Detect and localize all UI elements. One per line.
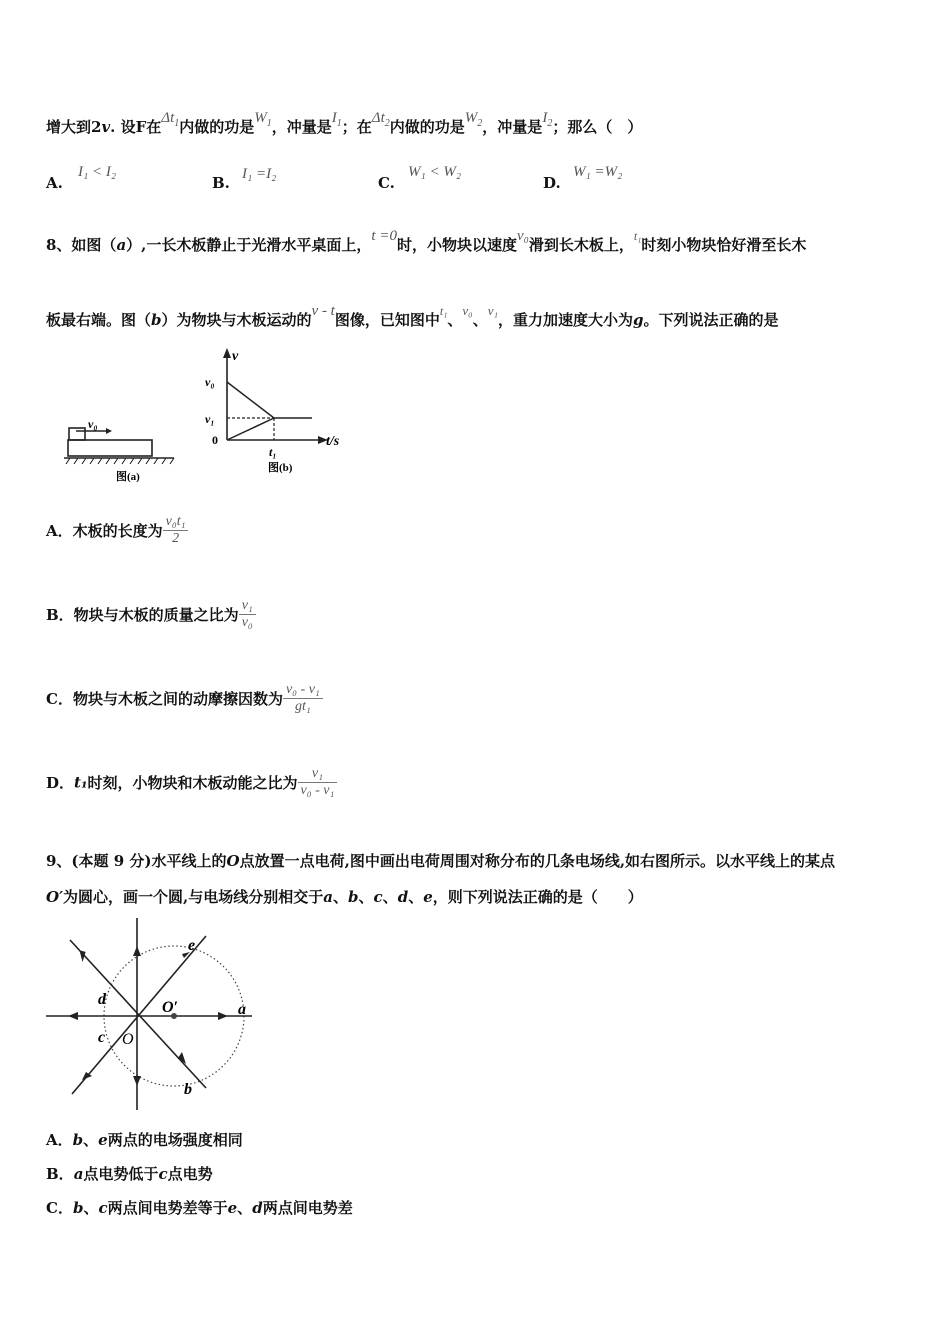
q7-math-i2: $I_2$ xyxy=(542,110,553,129)
q7-option-a: A. xyxy=(46,174,63,192)
q7-math-dt1: $\Delta t_1$ xyxy=(161,110,180,129)
t1-tick-label: t₁ xyxy=(269,445,277,459)
v0-tick-label: v₀ xyxy=(205,375,215,389)
q8-option-b: B．物块与木板的质量之比为 $\frac{\text{v₁}}{\text{v₀}}$ xyxy=(46,598,256,631)
q7-option-c: C. xyxy=(378,174,395,192)
q7-text: ，冲量是 xyxy=(271,118,332,136)
q8-math-v0: v₀ xyxy=(462,303,473,318)
q8-option-d-fraction: $\frac{\text{v₁}}{\text{v₀ - v₁}}$ xyxy=(298,766,338,799)
q7-math-w1: $W_1$ xyxy=(254,110,272,129)
q7-text: ；那么（ ） xyxy=(552,118,643,136)
q9-stem-line1: 9、(本题 9 分)水平线上的O点放置一点电荷,图中画出电荷周围对称分布的几条电场线,如右图所示。以水平线上的某点 xyxy=(46,852,836,870)
q7-math-dt2: $\Delta t_2$ xyxy=(371,110,390,129)
q7-text: 内做的功是 xyxy=(389,118,465,136)
q8-option-d: D．t₁时刻，小物块和木板动能之比为 $\frac{\text{v₁}}{\text{v₀ - v₁}}$ xyxy=(46,766,337,799)
q8-option-a-fraction: $\frac{\text{v₀t₁}}{2}$ xyxy=(163,514,189,547)
q8-figure-a xyxy=(62,418,180,486)
q8-math-v0: v₀ xyxy=(516,228,529,244)
q7-option-d: D. xyxy=(543,174,561,192)
q7-var-v: v xyxy=(101,118,111,136)
label-e: e xyxy=(188,937,196,954)
label-o: O xyxy=(122,1031,134,1048)
fig-a-v0-label: v₀ xyxy=(88,418,98,431)
diagonal-field-line-1 xyxy=(70,940,206,1088)
board-line xyxy=(227,418,274,440)
diagonal-field-line-2 xyxy=(72,936,206,1094)
q8-math-t1: t₁ xyxy=(439,304,448,318)
q7-text: ；在 xyxy=(341,118,372,136)
label-o-prime: O′ xyxy=(162,999,179,1016)
q9-field-figure xyxy=(42,918,258,1114)
block-line xyxy=(227,382,274,418)
fig-a-caption: 图(a) xyxy=(116,471,140,483)
q8-option-a: A．木板的长度为 $\frac{\text{v₀t₁}}{2}$ xyxy=(46,514,188,547)
q7-stem-line xyxy=(46,110,643,139)
q9-option-c: C．b、c两点间电势差等于e、d两点间电势差 xyxy=(46,1199,353,1217)
q9-stem-line2: O′为圆心，画一个圆,与电场线分别相交于a、b、c、d、e，则下列说法正确的是（ ） xyxy=(46,888,643,906)
q7-text: . 设F在 xyxy=(110,118,162,136)
q8-option-c: C．物块与木板之间的动摩擦因数为 $\frac{\text{v₀ - v₁}}{\text{gt₁}}$ xyxy=(46,682,323,715)
origin-label: 0 xyxy=(212,433,218,447)
v1-tick-label: v₁ xyxy=(205,412,215,426)
q8-figure-b xyxy=(202,346,362,476)
label-b: b xyxy=(184,1081,192,1098)
q9-option-a: A．b、e两点的电场强度相同 xyxy=(46,1131,243,1149)
q8-math-t1: t₁ xyxy=(633,229,642,243)
q7-option-b-math: I₁ =I₂ xyxy=(242,166,277,182)
ground-hatch xyxy=(66,458,174,464)
q8-stem-line1: 8、如图（a）,一长木板静止于光滑水平桌面上，t =0时，小物块以速度v₀滑到长木板上，$^{t_1}$时刻小物块恰好滑至长木 xyxy=(46,228,807,254)
q8-option-b-fraction: $\frac{\text{v₁}}{\text{v₀}}$ xyxy=(239,598,256,631)
label-a: a xyxy=(238,1001,246,1018)
fig-b-caption: 图(b) xyxy=(268,462,293,474)
q8-stem-line2: 板最右端。图（b）为物块与木板运动的v - t图像，已知图中$^{t_1}$、v₀、v₁，重力加速度大小为g。下列说法正确的是 xyxy=(46,303,779,329)
q8-option-c-fraction: $\frac{\text{v₀ - v₁}}{\text{gt₁}}$ xyxy=(283,682,323,715)
q7-text: 内做的功是 xyxy=(179,118,255,136)
q7-text: ，冲量是 xyxy=(482,118,543,136)
q7-option-d-math: W₁ =W₂ xyxy=(573,164,623,180)
q8-math-v1: v₁ xyxy=(487,303,499,318)
t-axis-label: t/s xyxy=(326,434,340,449)
v-axis-label: v xyxy=(232,349,239,364)
label-d: d xyxy=(98,991,106,1008)
q7-option-a-math: I₁ < I₂ xyxy=(78,164,117,180)
block-shape xyxy=(69,428,85,440)
board-shape xyxy=(68,440,152,456)
q7-math-w2: $W_2$ xyxy=(464,110,483,129)
q7-math-i1: $I_1$ xyxy=(331,110,342,129)
q7-option-b: B. xyxy=(212,174,230,192)
q9-option-b: B．a点电势低于c点电势 xyxy=(46,1165,213,1183)
q7-text: 增大到2 xyxy=(46,118,102,136)
q7-option-c-math: W₁ < W₂ xyxy=(408,164,462,180)
q8-math-t0: t =0 xyxy=(371,228,397,244)
label-c: c xyxy=(98,1029,106,1046)
q8-math-vt: v - t xyxy=(311,303,335,319)
